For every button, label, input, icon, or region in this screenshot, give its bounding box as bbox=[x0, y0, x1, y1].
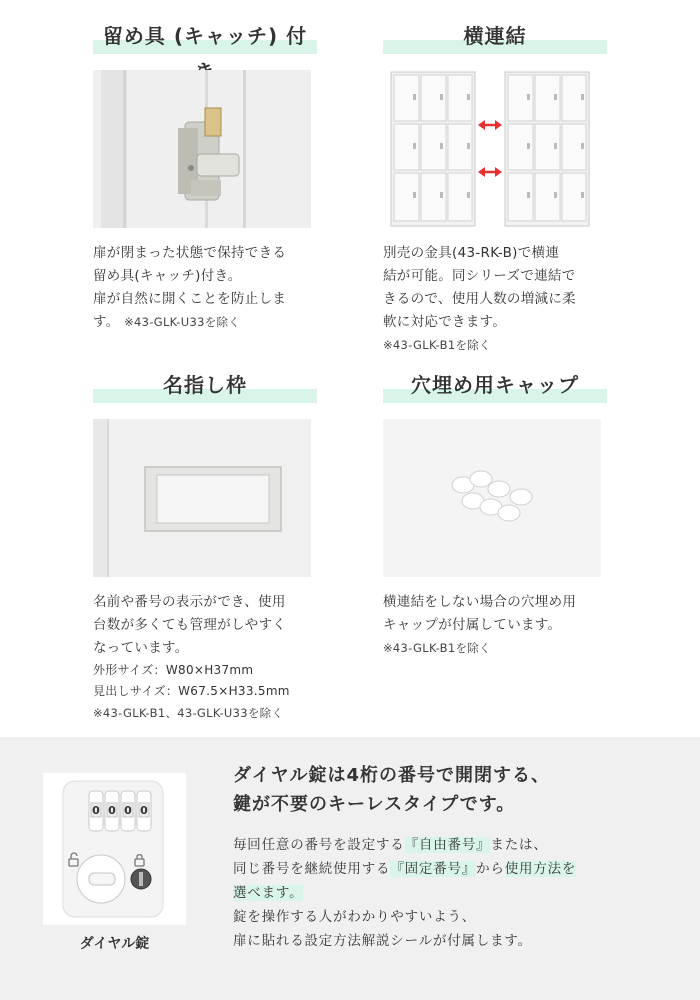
dial-lock-section bbox=[0, 737, 700, 1000]
dial-headline: ダイヤル錠は4桁の番号で開閉する、 鍵が不要のキーレスタイプです。 bbox=[233, 765, 550, 815]
caps-photo bbox=[383, 419, 601, 577]
dial-lock-photo bbox=[43, 773, 186, 925]
feature-coupling bbox=[383, 18, 607, 352]
feature-title: 穴埋め用キャップ bbox=[383, 367, 607, 407]
dial-lock-label: ダイヤル錠 bbox=[79, 936, 150, 952]
feature-description: 横連結をしない場合の穴埋め用 キャップが付属しています。 ※43-GLK-B1を除く bbox=[383, 594, 577, 655]
feature-title: 名指し枠 bbox=[93, 367, 317, 407]
dial-digit: 0 bbox=[140, 804, 148, 817]
coupling-photo bbox=[383, 70, 601, 228]
feature-description: 別売の金具(43-RK-B)で横連 結が可能。同シリーズで連結で きるので、使用人数の増減に柔 軟に対応できます。 ※43-GLK-B1を除く bbox=[383, 245, 576, 352]
feature-name-frame bbox=[93, 367, 317, 720]
dial-digit: 0 bbox=[108, 804, 116, 817]
feature-description: 名前や番号の表示ができ、使用 台数が多くても管理がしやすく なっています。 外形サイズ：W80×H37mm 見出しサイズ：W67.5×H33.5mm ※43-GLK-B1、43-GLK-U33を除く bbox=[93, 594, 290, 720]
dial-digit: 0 bbox=[124, 804, 132, 817]
feature-title: 留め具 (キャッチ) 付 bbox=[93, 18, 317, 58]
catch-photo bbox=[93, 70, 311, 228]
dial-body-text: 毎回任意の番号を設定する『自由番号』または、 同じ番号を継続使用する『固定番号』から使用方法を 選べます。 錠を操作する人がわかりやすいよう、 扉に貼れる設定方法解説シールが付属します。 bbox=[233, 837, 577, 949]
feature-catch bbox=[93, 18, 317, 330]
feature-caps bbox=[383, 367, 607, 655]
feature-description: 扉が閉まった状態で保持できる 留め具(キャッチ)付き。 扉が自然に開くことを防止しま す。 ※43-GLK-U33を除く bbox=[93, 245, 287, 330]
feature-title: 横連結 bbox=[383, 18, 607, 58]
dial-digit: 0 bbox=[92, 804, 100, 817]
name-frame-photo bbox=[93, 419, 311, 577]
